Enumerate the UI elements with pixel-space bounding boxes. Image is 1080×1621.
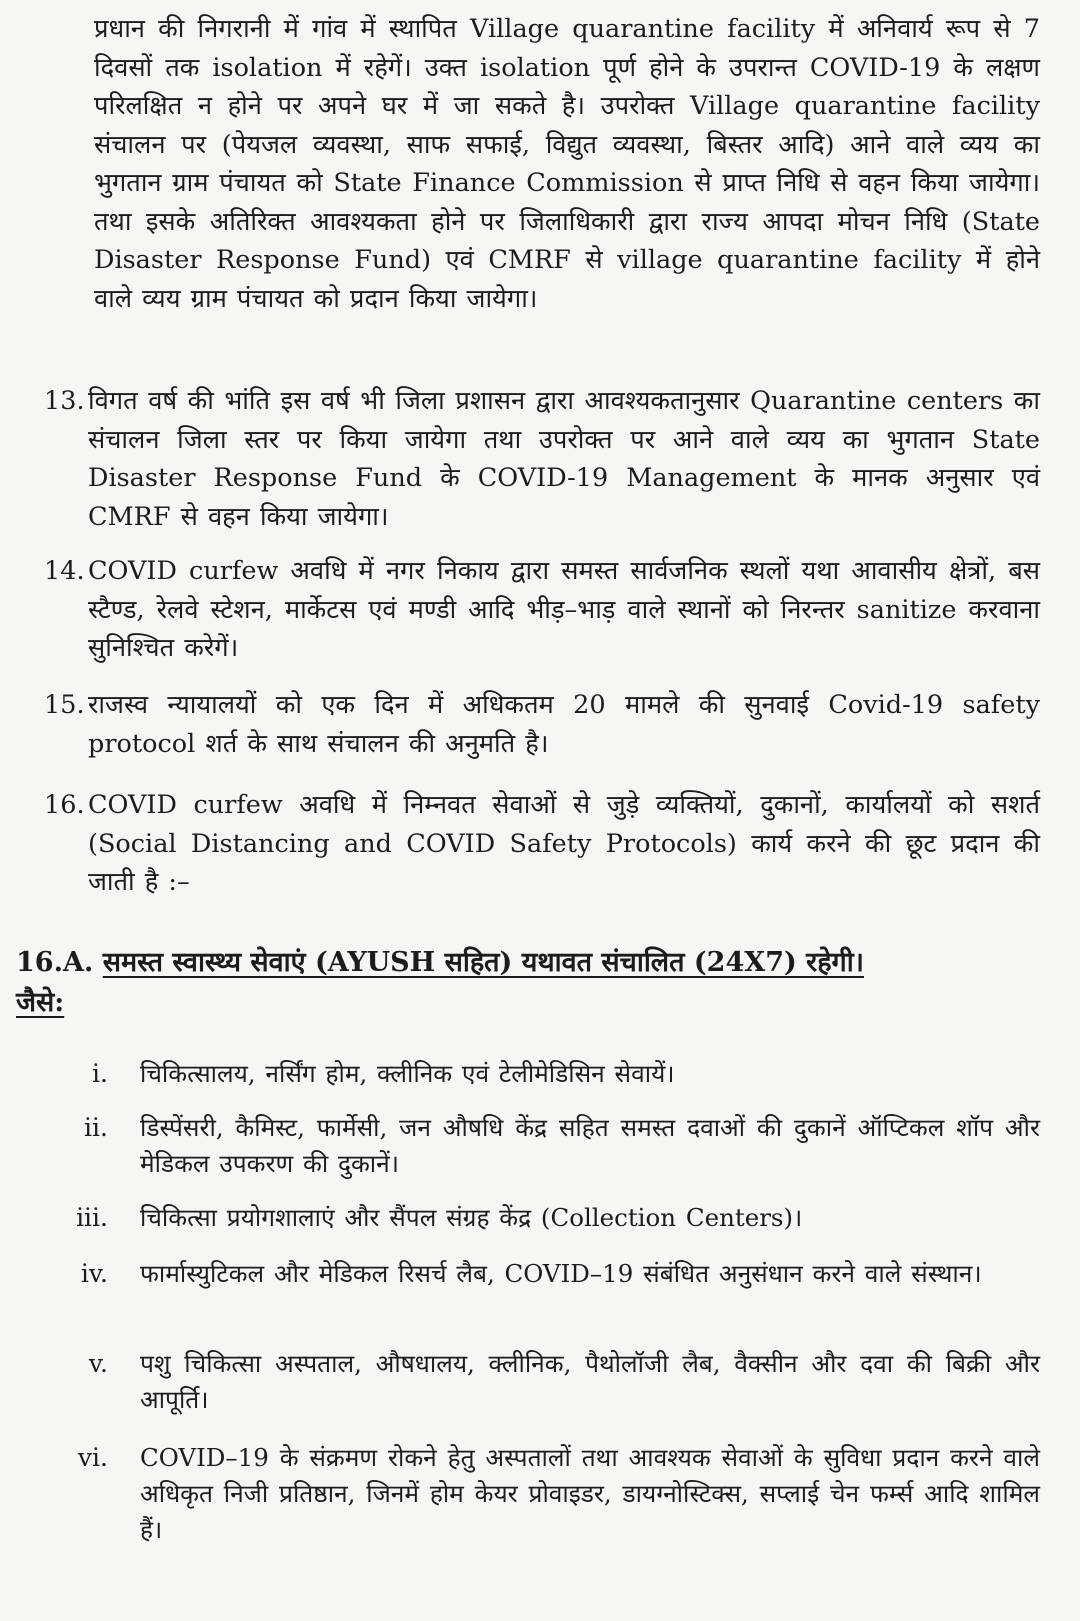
- item-number-16: 16.: [44, 790, 85, 820]
- section-title: समस्त स्वास्थ्य सेवाएं (AYUSH सहित) यथावत संचालित (24X7) रहेगी।: [102, 947, 864, 978]
- subitem-vi-text: COVID–19 के संक्रमण रोकने हेतु अस्पतालों तथा आवश्यक सेवाओं के सुविधा प्रदान करने वाले अधिकृत निजी प्रतिष्ठान, जिनमें होम केयर प्रोवाइडर, डायग्नोस्टिक्स, सप्लाई चेन फर्म्स आदि शामिल हैं।: [140, 1443, 1040, 1544]
- subitem-numeral-vi: vi.: [77, 1443, 108, 1472]
- item-14-text: COVID curfew अवधि में नगर निकाय द्वारा समस्त सार्वजनिक स्थलों यथा आवासीय क्षेत्रों, बस स्टैण्ड, रेलवे स्टेशन, मार्केटस एवं मण्डी आदि भीड़–भाड़ वाले स्थानों को निरन्तर sanitize करवाना सुनिश्चित करेगें।: [88, 556, 1040, 663]
- section-number: 16.A.: [16, 947, 94, 978]
- subitem-numeral-v: v.: [88, 1349, 108, 1378]
- intro-paragraph: प्रधान की निगरानी में गांव में स्थापित Village quarantine facility में अनिवार्य रूप से 7 दिवसों तक isolation में रहेगें। उक्त isolation पूर्ण होने के उपरान्त COVID-19 के लक्षण परिलक्षित न होने पर अपने घर में जा सकते है। उपरोक्त Village quarantine facility संचालन पर (पेयजल व्यवस्था, साफ सफाई, विद्युत व्यवस्था, बिस्तर आदि) आने वाले व्यय का भुगतान ग्राम पंचायत को State Finance Commission से प्राप्त निधि से वहन किया जायेगा। तथा इसके अतिरिक्त आवश्यकता होने पर जिलाधिकारी द्वारा राज्य आपदा मोचन निधि (State Disaster Response Fund) एवं CMRF से village quarantine facility में होने वाले व्यय ग्राम पंचायत को प्रदान किया जायेगा।: [94, 14, 1040, 314]
- subitem-numeral-iv: iv.: [80, 1259, 108, 1288]
- subitem-numeral-ii: ii.: [84, 1113, 108, 1142]
- section-subheading: जैसे:: [16, 987, 65, 1018]
- subitem-numeral-iii: iii.: [76, 1203, 108, 1232]
- subitem-v-text: पशु चिकित्सा अस्पताल, औषधालय, क्लीनिक, पैथोलॉजी लैब, वैक्सीन और दवा की बिक्री और आपूर्ति।: [140, 1349, 1040, 1414]
- item-number-15: 15.: [44, 690, 85, 720]
- item-15-text: राजस्व न्यायालयों को एक दिन में अधिकतम 20 मामले की सुनवाई Covid-19 safety protocol शर्त के साथ संचालन की अनुमति है।: [88, 690, 1040, 759]
- item-number-13: 13.: [44, 386, 85, 416]
- item-number-14: 14.: [44, 556, 85, 586]
- section-subheading-row: [16, 983, 1050, 1023]
- section-16a-heading: [16, 943, 1050, 983]
- subitem-iii-text: चिकित्सा प्रयोगशालाएं और सैंपल संग्रह केंद्र (Collection Centers)।: [140, 1203, 803, 1232]
- subitem-numeral-i: i.: [92, 1059, 108, 1088]
- subitem-i-text: चिकित्सालय, नर्सिंग होम, क्लीनिक एवं टेलीमेडिसिन सेवायें।: [140, 1059, 675, 1088]
- subitem-ii-text: डिस्पेंसरी, कैमिस्ट, फार्मेसी, जन औषधि केंद्र सहित समस्त दवाओं की दुकानें ऑप्टिकल शॉप और मेडिकल उपकरण की दुकानें।: [140, 1113, 1040, 1178]
- subitem-iv-text: फार्मास्युटिकल और मेडिकल रिसर्च लैब, COVID–19 संबंधित अनुसंधान करने वाले संस्थान।: [140, 1259, 982, 1288]
- item-16-text: COVID curfew अवधि में निम्नवत सेवाओं से जुड़े व्यक्तियों, दुकानों, कार्यालयों को सशर्त (Social Distancing and COVID Safety Protocols) कार्य करने की छूट प्रदान की जाती है :–: [88, 790, 1040, 897]
- item-13-text: विगत वर्ष की भांति इस वर्ष भी जिला प्रशासन द्वारा आवश्यकतानुसार Quarantine centers का संचालन जिला स्तर पर किया जायेगा तथा उपरोक्त पर आने वाले व्यय का भुगतान State Disaster Response Fund के COVID-19 Management के मानक अनुसार एवं CMRF से वहन किया जायेगा।: [88, 386, 1040, 532]
